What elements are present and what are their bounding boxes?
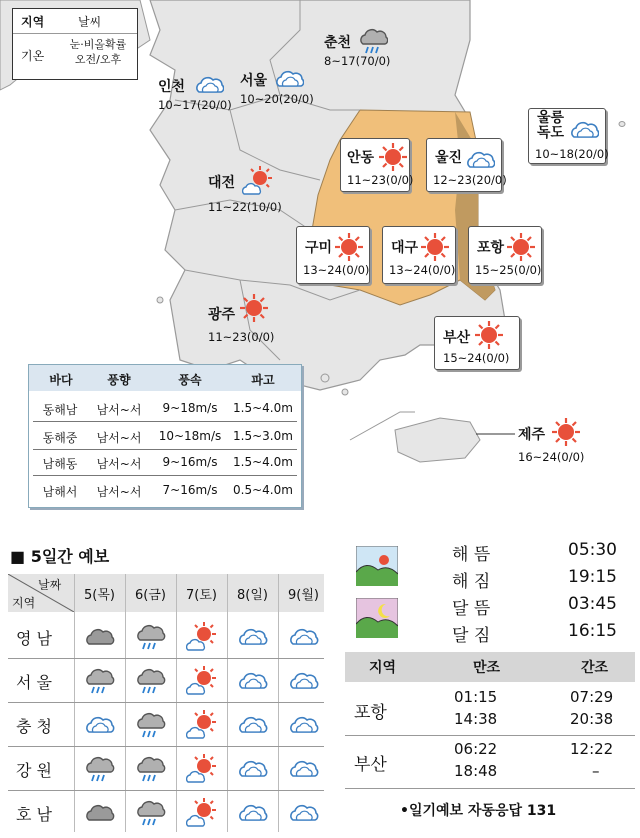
forecast-row-divider [8,790,324,791]
city-temp: 8~17(70/0) [324,54,391,68]
footer-phone: •일기예보 자동응답 131 [400,803,557,819]
sunrise-icon [356,546,398,586]
tide-header-region: 지역 [369,660,397,676]
sun-icon [507,233,535,261]
sun-cloud-icon [186,666,218,696]
cloud-icon [288,666,320,696]
city-temp: 10~17(20/0) [158,98,232,112]
rain-cloud-icon [135,754,167,784]
city-pohang [468,226,542,284]
sea-cell: 1.5~4.0m [233,455,293,469]
cloud-icon [194,70,224,98]
moonset-label: 달 짐 [452,626,491,646]
sun-icon [240,294,268,322]
rain-cloud-icon [84,754,116,784]
rain-cloud-icon [358,26,388,54]
city-andong [340,138,414,192]
city-name: 춘천 [324,35,352,51]
tide-low: 07:29 [570,688,614,706]
sea-cell: 남서~서 [96,403,142,417]
sea-cell: 남서~서 [96,457,142,471]
sun-cloud-icon [186,622,218,652]
sea-cell: 10~18m/s [158,429,222,443]
cloud-icon [288,710,320,740]
city-temp: 12~23(20/0) [433,173,507,187]
legend-precip [61,37,135,67]
legend-region: 지역 [21,15,45,29]
legend-precip-line1: 눈·비올확률 [69,38,127,51]
city-seoul [240,70,314,106]
city-name: 울진 [435,150,463,166]
sea-header: 풍속 [178,373,202,387]
sun-cloud-icon [186,798,218,828]
rain-cloud-icon [135,798,167,828]
city-temp: 15~24(0/0) [443,351,510,365]
forecast-day-header: 9(월) [288,588,319,603]
tide-low: 20:38 [570,710,614,728]
forecast-row-divider [8,746,324,747]
sea-cell: 남해서 [42,485,78,499]
sun-cloud-icon [186,754,218,784]
tide-high: 06:22 [454,740,498,758]
sea-cell: 9~18m/s [162,401,218,415]
forecast-table [8,574,324,832]
city-temp: 11~23(0/0) [347,173,414,187]
cloud-icon [84,710,116,740]
city-temp: 13~24(0/0) [389,263,456,277]
sun-icon [421,233,449,261]
sea-cell: 동해남 [42,403,78,417]
tide-divider [345,735,635,736]
sea-cell: 9~16m/s [162,455,218,469]
forecast-region: 영 남 [16,629,52,648]
city-name: 광주 [208,307,236,323]
city-temp: 16~24(0/0) [518,450,585,464]
city-gumi [296,226,370,284]
cloud-icon [288,622,320,652]
sea-header: 바다 [49,373,73,387]
map-legend [12,8,138,80]
city-busan [434,316,520,370]
sun-cloud-icon [242,166,274,196]
moonset-time: 16:15 [568,621,617,641]
forecast-day-header: 6(금) [135,588,166,603]
city-temp: 10~18(20/0) [535,147,609,161]
city-temp: 15~25(0/0) [475,263,542,277]
forecast-col-divider [125,574,126,832]
sunset-label: 해 짐 [452,572,491,592]
city-name: 포항 [477,240,505,256]
forecast-region: 충 청 [16,717,52,736]
city-temp: 11~22(10/0) [208,200,282,214]
forecast-title: ■ 5일간 예보 [10,547,110,566]
moonrise-time: 03:45 [568,594,617,614]
city-temp: 10~20(20/0) [240,92,314,106]
rain-overcast-icon [84,666,116,696]
city-name: 안동 [347,150,375,166]
tide-low: 12:22 [570,740,614,758]
city-chuncheon [324,32,391,68]
tide-region-pohang: 포항 [354,703,387,723]
moonrise-label: 달 뜸 [452,599,491,619]
overcast-icon [84,622,116,652]
corner-region-label: 지역 [12,596,36,610]
city-gwangju [208,304,278,344]
sea-conditions-table [28,364,302,508]
city-ulleung [528,108,609,164]
tide-header [345,652,635,682]
city-name: 제주 [518,427,546,443]
sea-cell: 1.5~4.0m [233,401,293,415]
forecast-col-divider [176,574,177,832]
tide-header-high: 만조 [473,660,501,676]
forecast-row-divider [8,658,324,659]
tide-high: 01:15 [454,688,498,706]
legend-precip-line2: 오전/오후 [74,53,122,66]
tide-header-low: 간조 [581,660,609,676]
tide-high: 14:38 [454,710,498,728]
tide-divider [345,788,635,789]
rain-cloud-icon [135,666,167,696]
sunset-time: 19:15 [568,567,617,587]
forecast-col-divider [227,574,228,832]
forecast-day-header: 8(일) [237,588,268,603]
sea-header: 파고 [251,373,275,387]
city-name-line2: 독도 [537,125,565,141]
city-name: 서울 [240,73,268,89]
city-name: 부산 [443,330,471,346]
sea-cell: 동해중 [42,431,78,445]
sea-header: 풍향 [107,373,131,387]
tide-high: 18:48 [454,762,498,780]
cloud-icon [569,115,599,143]
sun-icon [379,143,407,171]
rain-cloud-icon [135,622,167,652]
sea-cell: 남서~서 [96,431,142,445]
sea-cell: 0.5~4.0m [233,483,293,497]
city-temp: 11~23(0/0) [208,330,275,344]
sea-cell: 남해동 [42,457,78,471]
city-name-line1: 울릉 [537,110,565,126]
rain-cloud-icon [135,710,167,740]
sun-icon [475,321,503,349]
sea-cell: 남서~서 [96,485,142,499]
moonrise-icon [356,598,398,638]
legend-weather: 날씨 [78,15,102,29]
sea-cell: 7~16m/s [162,483,218,497]
forecast-col-divider [278,574,279,832]
cloud-icon [237,754,269,784]
forecast-region: 호 남 [16,805,52,824]
sea-cell: 1.5~3.0m [233,429,293,443]
forecast-region: 강 원 [16,761,52,780]
city-name: 인천 [158,79,186,95]
overcast-icon [84,798,116,828]
cloud-icon [288,798,320,828]
forecast-region: 서 울 [16,673,52,692]
cloud-icon [237,666,269,696]
cloud-icon [237,622,269,652]
forecast-row-divider [8,702,324,703]
forecast-day-header: 5(목) [84,588,115,603]
tide-low: – [592,762,600,780]
sun-icon [335,233,363,261]
sunrise-label: 해 뜸 [452,545,491,565]
forecast-day-header: 7(토) [186,588,217,603]
city-name: 대구 [391,240,419,256]
cloud-icon [465,145,495,173]
sunrise-time: 05:30 [568,540,617,560]
city-name: 구미 [305,240,333,256]
corner-date-label: 날짜 [38,578,62,592]
tide-region-busan: 부산 [354,755,387,775]
cloud-icon [274,64,304,92]
sun-icon [552,418,580,446]
forecast-col-divider [74,574,75,832]
city-temp: 13~24(0/0) [303,263,370,277]
city-name: 대전 [208,175,236,191]
city-uljin [426,138,507,192]
cloud-icon [237,710,269,740]
cloud-icon [288,754,320,784]
city-incheon [158,76,232,112]
cloud-icon [237,798,269,828]
legend-temp: 기온 [21,49,45,63]
city-jeju [518,424,598,464]
city-daegu [382,226,456,284]
city-daejeon [208,172,282,214]
sun-cloud-icon [186,710,218,740]
